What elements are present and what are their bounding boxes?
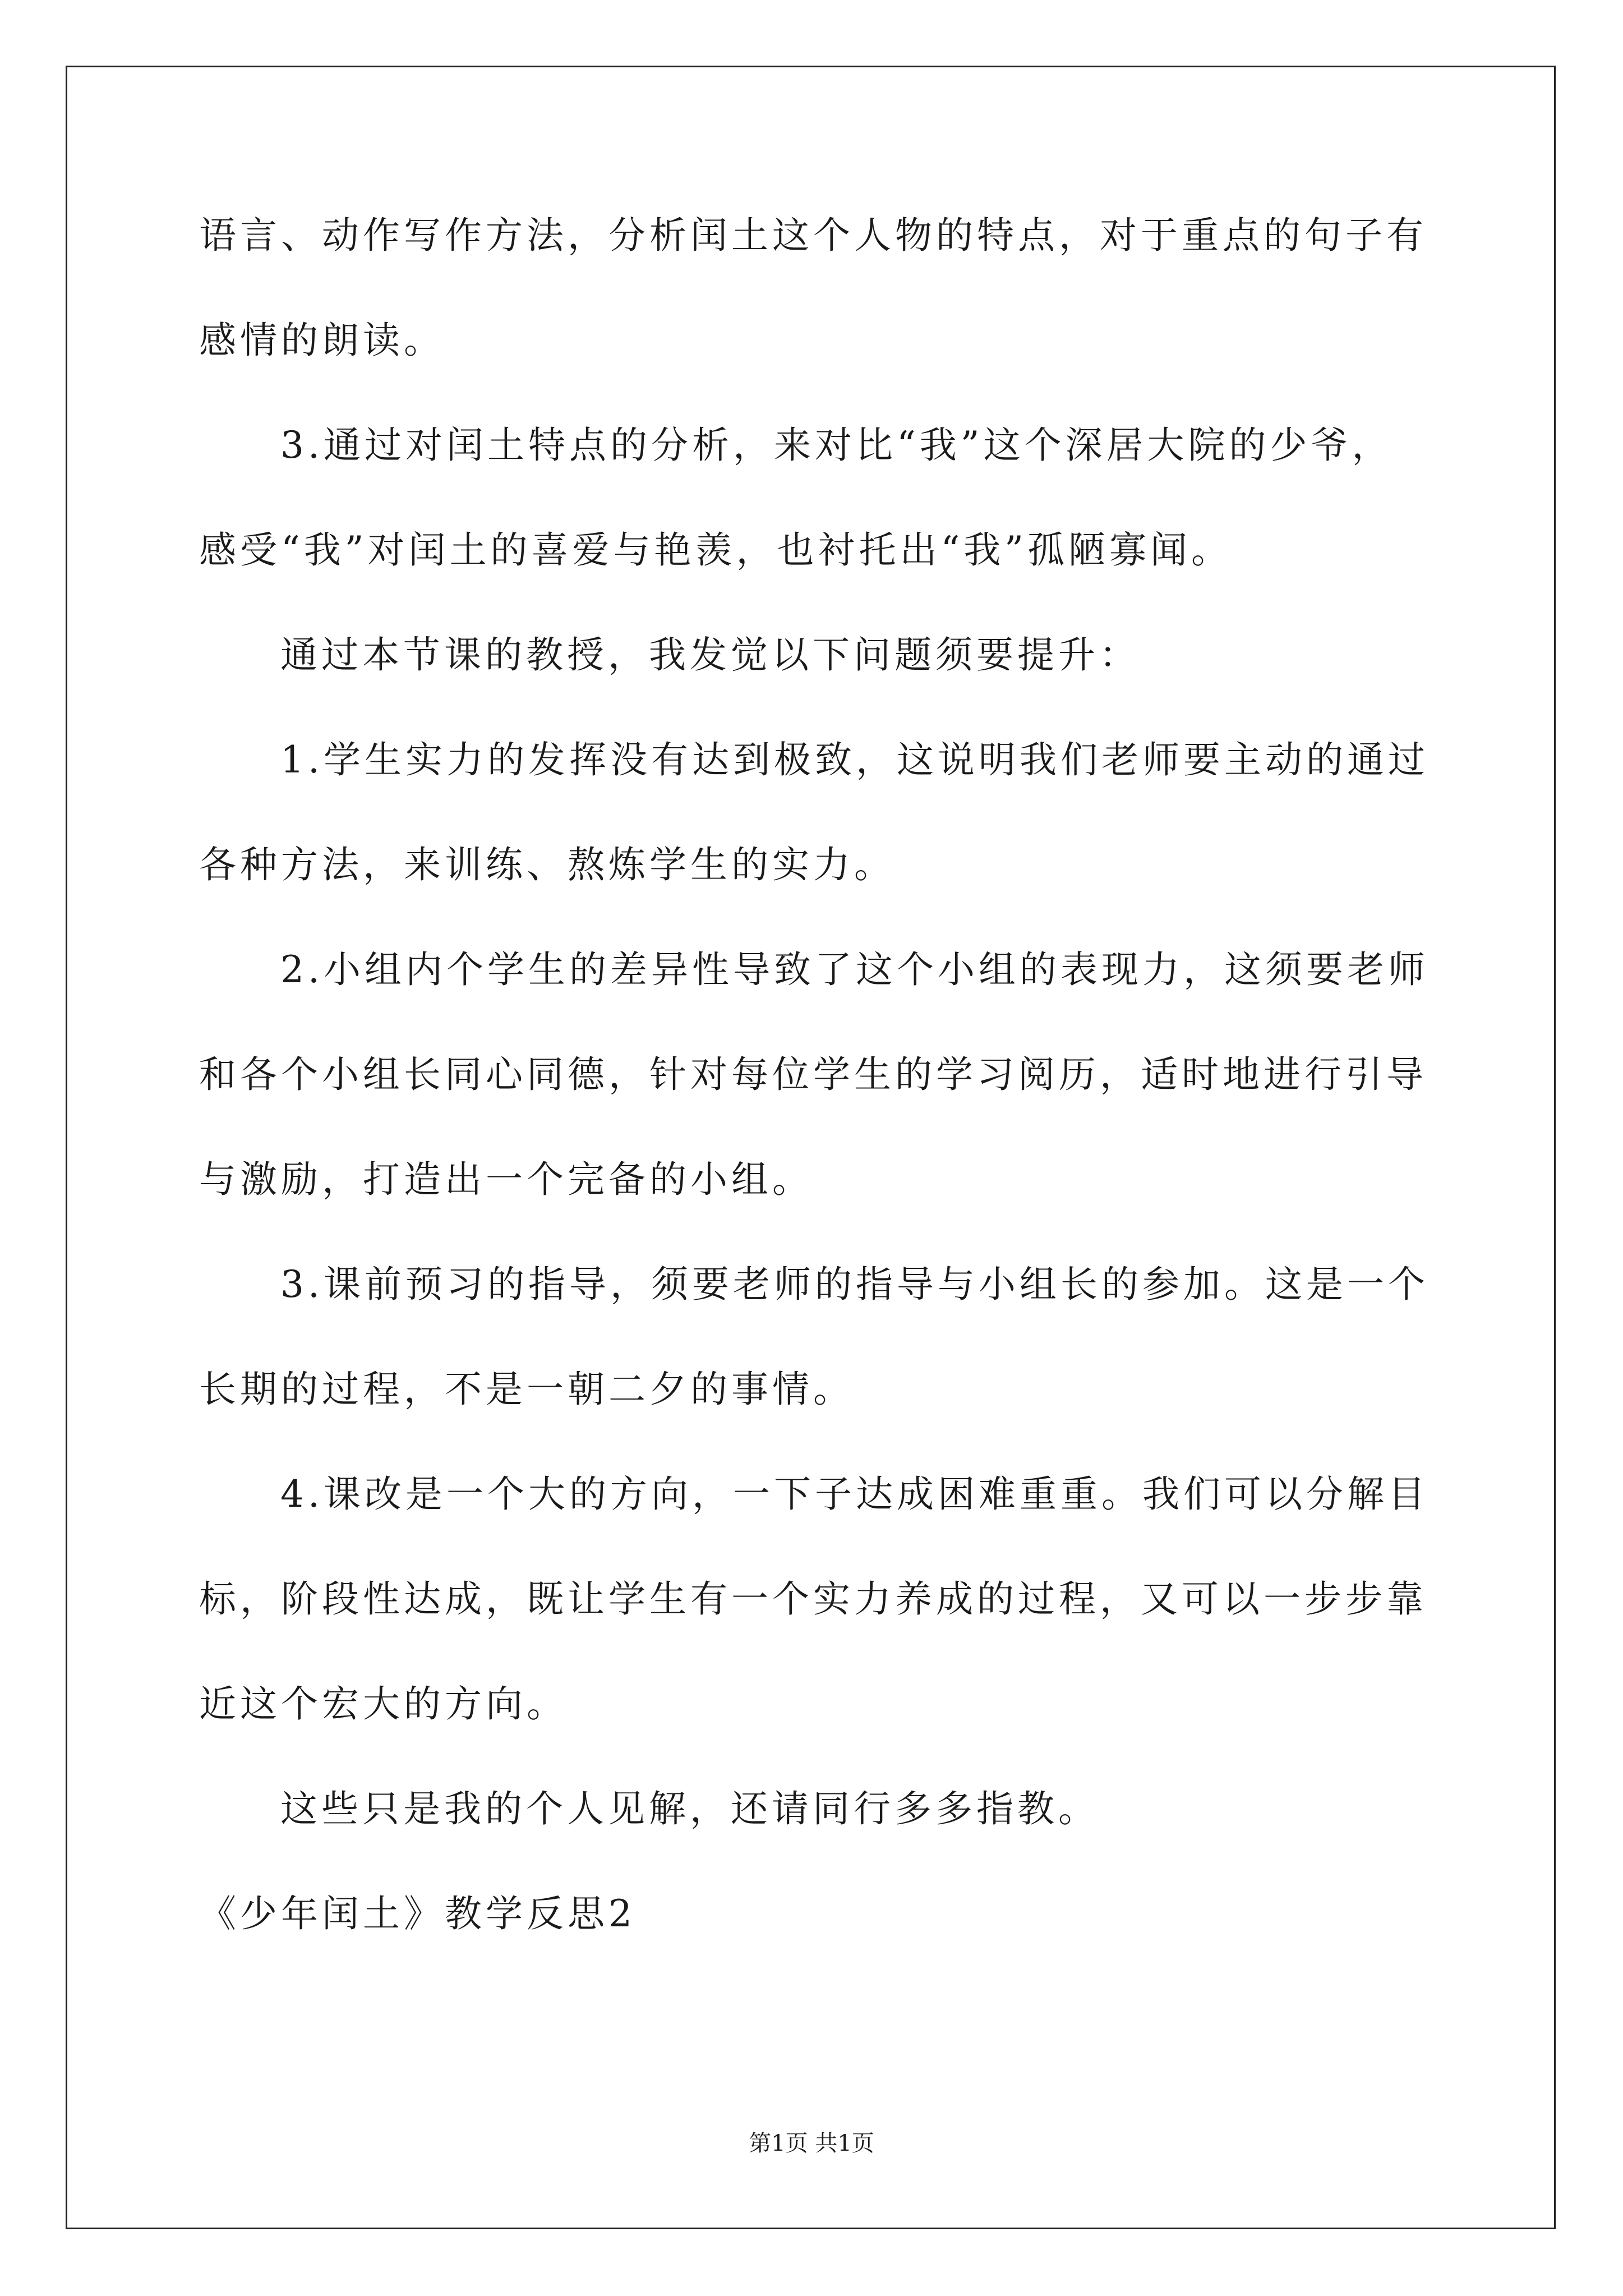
text-line: 2.小组内个学生的差异性导致了这个小组的表现力，这须要老师 bbox=[280, 948, 1429, 991]
text-line: 这些只是我的个人见解，还请同行多多指教。 bbox=[280, 1787, 1099, 1830]
text-line: 各种方法，来训练、熬炼学生的实力。 bbox=[199, 843, 895, 886]
text-line: 感情的朗读。 bbox=[199, 319, 445, 362]
text-line: 4.课改是一个大的方向，一下子达成困难重重。我们可以分解目 bbox=[280, 1473, 1429, 1516]
text-line: 与激励，打造出一个完备的小组。 bbox=[199, 1158, 813, 1201]
text-line: 3.通过对闰土特点的分析，来对比“我”这个深居大院的少爷， bbox=[280, 424, 1393, 467]
text-line: 语言、动作写作方法，分析闰土这个人物的特点，对于重点的句子有 bbox=[199, 214, 1427, 257]
text-line: 标，阶段性达成，既让学生有一个实力养成的过程，又可以一步步靠 bbox=[199, 1577, 1427, 1621]
text-line: 3.课前预习的指导，须要老师的指导与小组长的参加。这是一个 bbox=[280, 1263, 1429, 1306]
text-line: 长期的过程，不是一朝二夕的事情。 bbox=[199, 1368, 854, 1411]
text-line: 和各个小组长同心同德，针对每位学生的学习阅历，适时地进行引导 bbox=[199, 1053, 1427, 1096]
page-footer: 第1页 共1页 bbox=[749, 2131, 874, 2156]
text-line: 感受“我”对闰土的喜爱与艳羡，也衬托出“我”孤陋寡闻。 bbox=[199, 528, 1232, 572]
text-line: 通过本节课的教授，我发觉以下问题须要提升： bbox=[280, 633, 1140, 677]
section-title: 《少年闰土》教学反思2 bbox=[199, 1892, 636, 1935]
text-line: 近这个宏大的方向。 bbox=[199, 1682, 568, 1726]
text-line: 1.学生实力的发挥没有达到极致，这说明我们老师要主动的通过 bbox=[280, 738, 1429, 781]
